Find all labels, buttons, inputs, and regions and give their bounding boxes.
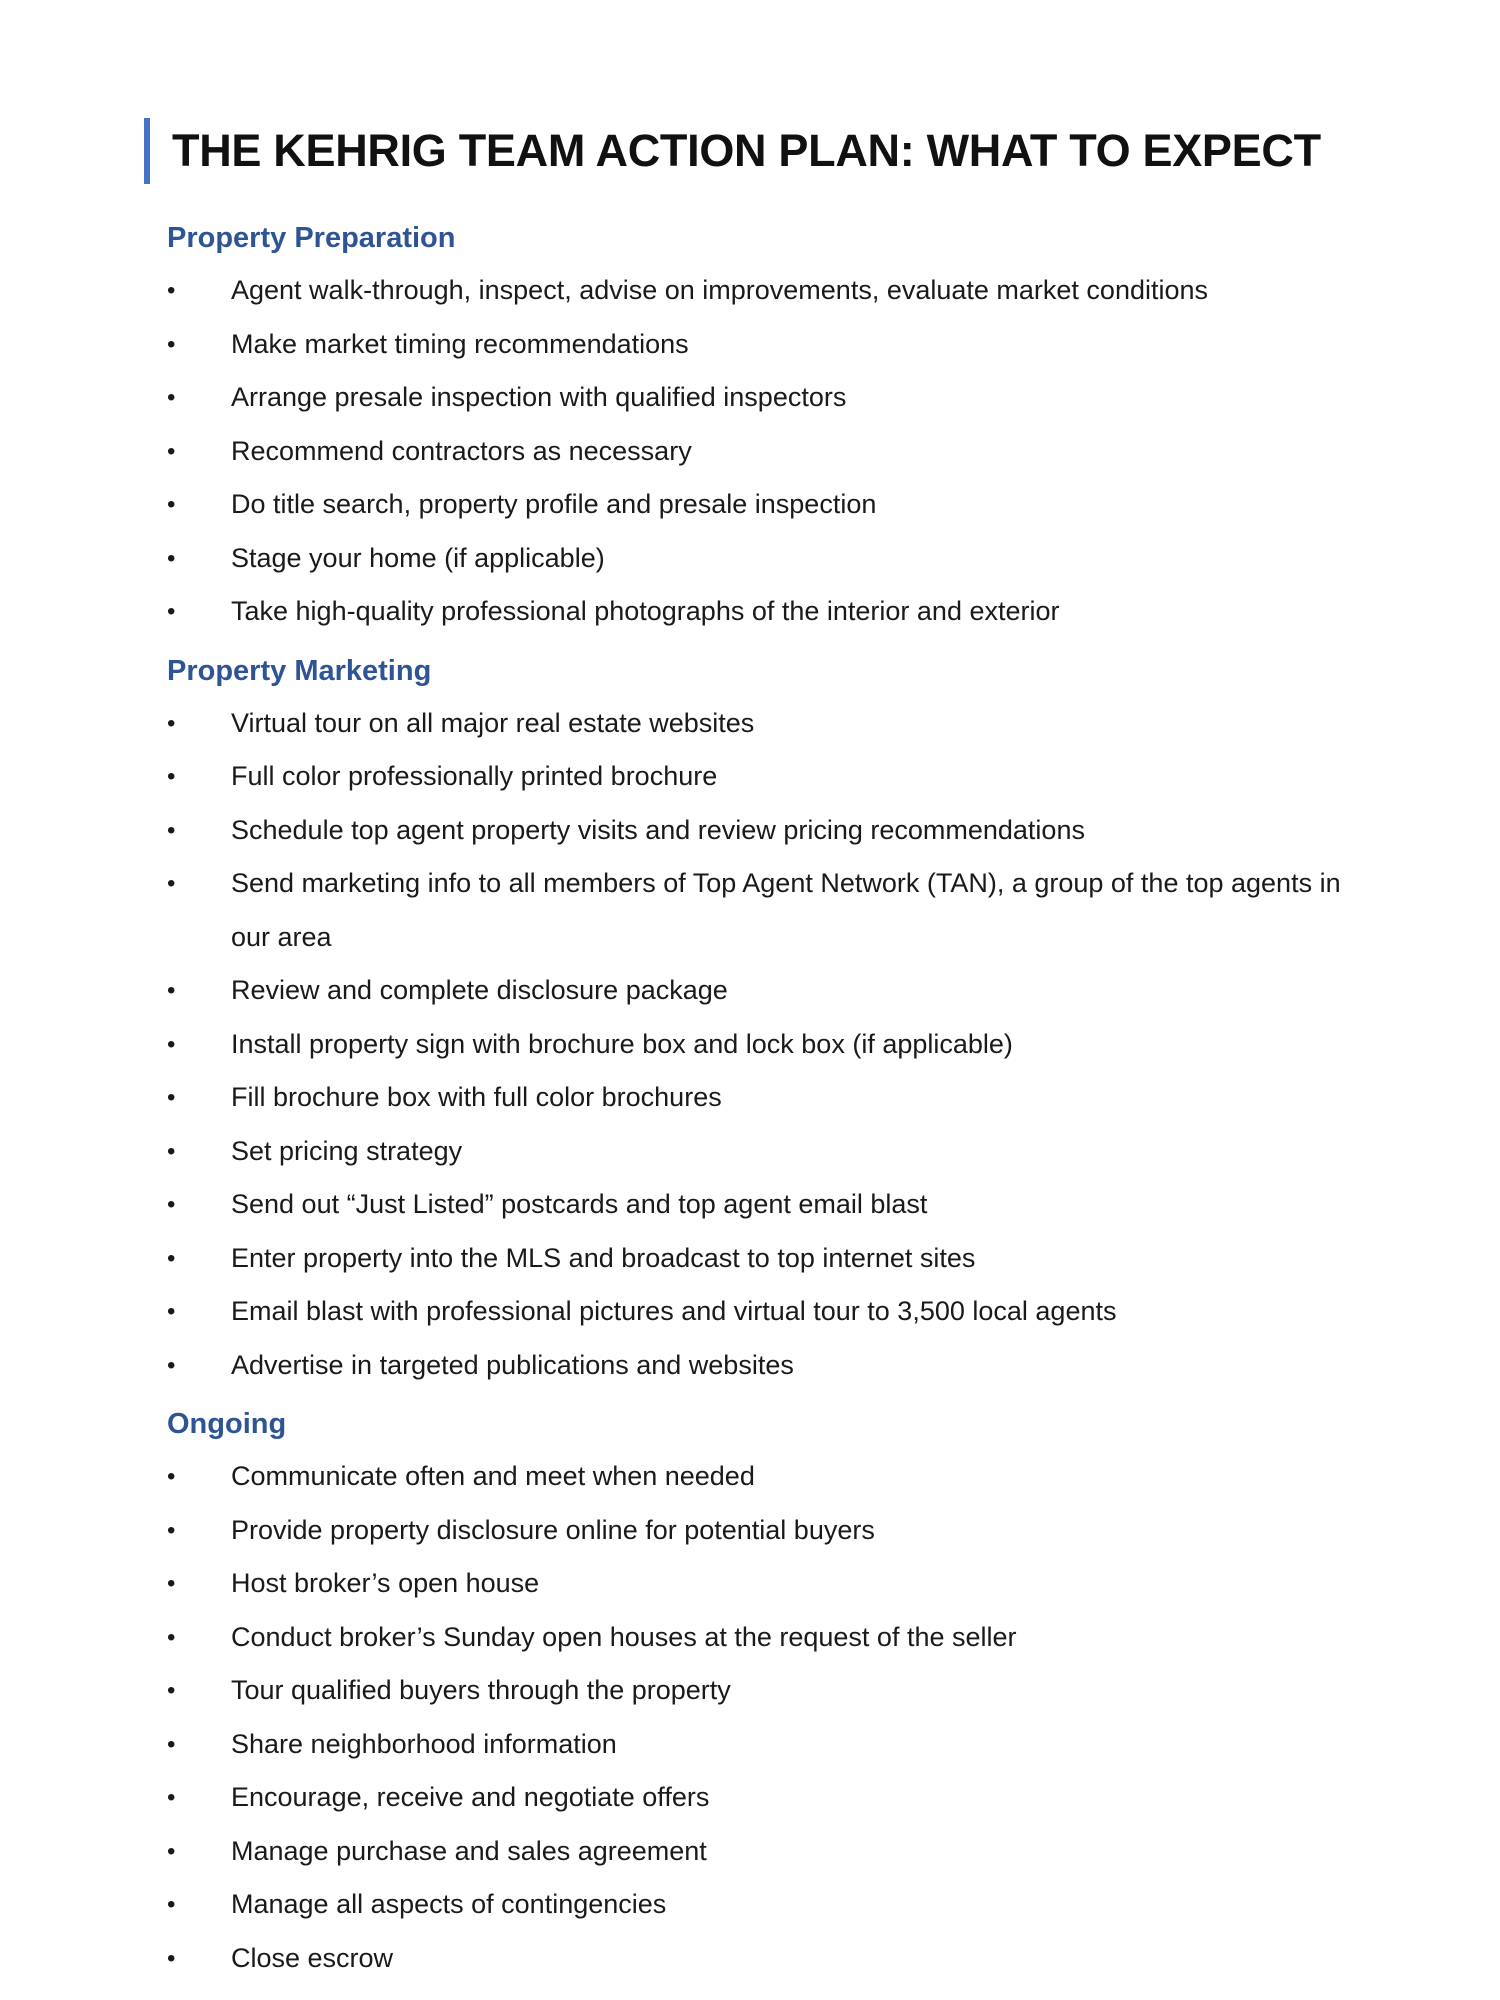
list-item bbox=[167, 478, 1387, 532]
list-item bbox=[167, 857, 1387, 964]
list-item bbox=[167, 1664, 1387, 1718]
bullet-icon: • bbox=[167, 330, 176, 358]
list-item bbox=[167, 1178, 1387, 1232]
list-item-text: Agent walk-through, inspect, advise on improvements, evaluate market conditions bbox=[231, 275, 1209, 305]
list-item bbox=[167, 697, 1387, 751]
list-item bbox=[167, 1504, 1387, 1558]
list-item bbox=[167, 1932, 1387, 1986]
list-item-text: Manage purchase and sales agreement bbox=[231, 1835, 707, 1866]
section-heading: Ongoing bbox=[167, 1408, 287, 1440]
list-item bbox=[167, 1450, 1387, 1504]
list-item bbox=[167, 318, 1387, 372]
list-item bbox=[167, 1878, 1387, 1932]
bullet-icon: • bbox=[167, 1030, 176, 1058]
section-heading: Property Preparation bbox=[167, 222, 456, 254]
list-item-text: Send marketing info to all members of Top Agent Network (TAN), a group of the top agents in our area bbox=[231, 868, 1341, 952]
bullet-icon: • bbox=[167, 544, 176, 572]
bullet-icon: • bbox=[167, 1298, 176, 1325]
list-item-text: Manage all aspects of contingencies bbox=[231, 1889, 667, 1919]
list-item bbox=[167, 1718, 1387, 1772]
list-item-text: Stage your home (if applicable) bbox=[231, 542, 605, 573]
title-accent-bar bbox=[144, 118, 150, 184]
list-item bbox=[167, 1611, 1387, 1665]
bullet-icon: • bbox=[167, 384, 176, 411]
section-list bbox=[167, 697, 1387, 1393]
list-item bbox=[167, 1018, 1387, 1072]
bullet-icon: • bbox=[167, 763, 176, 790]
action-plan-content bbox=[167, 212, 1387, 1991]
list-item bbox=[167, 1557, 1387, 1611]
list-item bbox=[167, 1339, 1387, 1393]
list-item-text: Make market timing recommendations bbox=[231, 328, 689, 359]
page-title: THE KEHRIG TEAM ACTION PLAN: WHAT TO EXPECT bbox=[172, 125, 1321, 176]
list-item bbox=[167, 264, 1387, 318]
bullet-icon: • bbox=[167, 1351, 176, 1379]
list-item bbox=[167, 1285, 1387, 1339]
bullet-icon: • bbox=[167, 1891, 176, 1918]
bullet-icon: • bbox=[167, 598, 176, 625]
list-item-text: Arrange presale inspection with qualified inspectors bbox=[231, 382, 847, 412]
list-item bbox=[167, 1071, 1387, 1125]
list-item-text: Tour qualified buyers through the property bbox=[231, 1675, 731, 1705]
list-item-text: Provide property disclosure online for potential buyers bbox=[231, 1514, 875, 1545]
list-item-text: Fill brochure box with full color brochures bbox=[231, 1082, 722, 1112]
bullet-icon: • bbox=[167, 1730, 176, 1758]
section-list bbox=[167, 1450, 1387, 1985]
section-heading: Property Marketing bbox=[167, 654, 432, 687]
list-item bbox=[167, 964, 1387, 1018]
list-item-text: Close escrow bbox=[231, 1942, 394, 1973]
bullet-icon: • bbox=[167, 491, 176, 518]
list-item-text: Encourage, receive and negotiate offers bbox=[231, 1782, 710, 1812]
list-item bbox=[167, 585, 1387, 639]
list-item-text: Install property sign with brochure box and lock box (if applicable) bbox=[231, 1028, 1013, 1059]
list-item-text: Host broker’s open house bbox=[231, 1568, 540, 1598]
list-item-text: Conduct broker’s Sunday open houses at the request of the seller bbox=[231, 1621, 1017, 1652]
list-item bbox=[167, 1825, 1387, 1879]
bullet-icon: • bbox=[167, 816, 176, 844]
list-item bbox=[167, 532, 1387, 586]
list-item bbox=[167, 371, 1387, 425]
list-item-text: Set pricing strategy bbox=[231, 1135, 463, 1166]
list-item bbox=[167, 804, 1387, 858]
bullet-icon: • bbox=[167, 1944, 176, 1972]
list-item-text: Enter property into the MLS and broadcast to top internet sites bbox=[231, 1242, 976, 1273]
bullet-icon: • bbox=[167, 870, 176, 897]
bullet-icon: • bbox=[167, 1137, 176, 1165]
list-item-text: Recommend contractors as necessary bbox=[231, 435, 692, 466]
bullet-icon: • bbox=[167, 1084, 176, 1111]
bullet-icon: • bbox=[167, 1463, 176, 1490]
bullet-icon: • bbox=[167, 1784, 176, 1811]
list-item bbox=[167, 750, 1387, 804]
bullet-icon: • bbox=[167, 1570, 176, 1597]
list-item bbox=[167, 1125, 1387, 1179]
list-item bbox=[167, 1232, 1387, 1286]
list-item bbox=[167, 425, 1387, 479]
list-item-text: Full color professionally printed brochure bbox=[231, 761, 718, 791]
bullet-icon: • bbox=[167, 1244, 176, 1272]
bullet-icon: • bbox=[167, 1516, 176, 1544]
bullet-icon: • bbox=[167, 1837, 176, 1865]
bullet-icon: • bbox=[167, 977, 176, 1004]
list-item-text: Schedule top agent property visits and review pricing recommendations bbox=[231, 814, 1085, 845]
bullet-icon: • bbox=[167, 277, 176, 304]
bullet-icon: • bbox=[167, 1191, 176, 1218]
list-item-text: Communicate often and meet when needed bbox=[231, 1461, 755, 1491]
list-item-text: Send out “Just Listed” postcards and top agent email blast bbox=[231, 1189, 928, 1219]
section-list bbox=[167, 264, 1387, 639]
bullet-icon: • bbox=[167, 1623, 176, 1651]
list-item-text: Review and complete disclosure package bbox=[231, 975, 728, 1005]
bullet-icon: • bbox=[167, 709, 176, 737]
list-item-text: Virtual tour on all major real estate websites bbox=[231, 707, 755, 738]
bullet-icon: • bbox=[167, 1677, 176, 1704]
title-block bbox=[144, 118, 1321, 184]
list-item bbox=[167, 1771, 1387, 1825]
list-item-text: Do title search, property profile and presale inspection bbox=[231, 489, 877, 519]
list-item-text: Share neighborhood information bbox=[231, 1728, 617, 1759]
list-item-text: Take high-quality professional photographs of the interior and exterior bbox=[231, 596, 1060, 626]
list-item-text: Advertise in targeted publications and websites bbox=[231, 1349, 794, 1380]
bullet-icon: • bbox=[167, 437, 176, 465]
list-item-text: Email blast with professional pictures and virtual tour to 3,500 local agents bbox=[231, 1296, 1117, 1326]
